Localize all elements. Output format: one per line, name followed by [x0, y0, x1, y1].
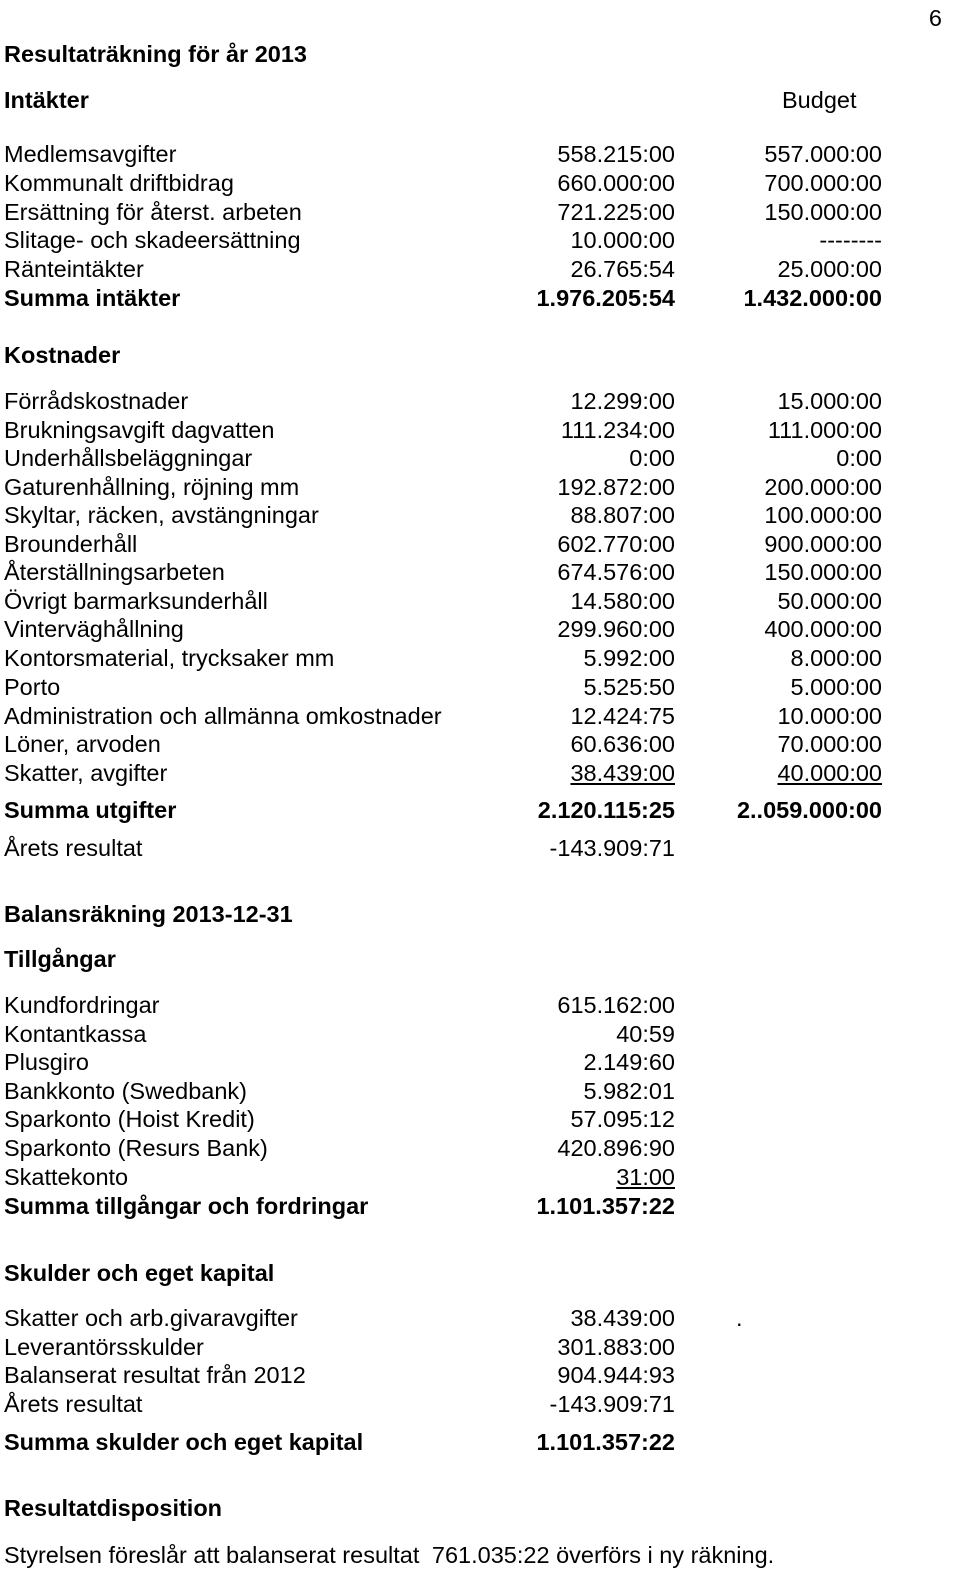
- cost-row-budget: 0:00: [836, 445, 882, 471]
- revenue-row-budget: 25.000:00: [777, 256, 882, 282]
- cost-row-actual: 299.960:00: [557, 616, 675, 642]
- cost-row-budget: 50.000:00: [777, 588, 882, 614]
- asset-row-value: 615.162:00: [557, 992, 675, 1018]
- revenue-row-actual: 26.765:54: [570, 256, 675, 282]
- cost-row-actual: 38.439:00: [570, 760, 675, 786]
- cost-row-budget: 900.000:00: [764, 531, 882, 557]
- cost-row-label: Skatter, avgifter: [4, 760, 168, 786]
- cost-row-budget: 10.000:00: [777, 703, 882, 729]
- cost-row-label: Skyltar, räcken, avstängningar: [4, 502, 319, 528]
- cost-row-label: Förrådskostnader: [4, 388, 189, 414]
- assets-total-label: Summa tillgångar och fordringar: [4, 1193, 369, 1219]
- cost-row-budget: 5.000:00: [790, 674, 882, 700]
- liabilities-total-value: 1.101.357:22: [536, 1429, 675, 1455]
- asset-row-label: Kontantkassa: [4, 1021, 147, 1047]
- cost-row-label: Brukningsavgift dagvatten: [4, 417, 275, 443]
- cost-row-actual: 88.807:00: [570, 502, 675, 528]
- asset-row-label: Sparkonto (Resurs Bank): [4, 1135, 268, 1161]
- page-number: 6: [928, 5, 942, 31]
- liabilities-total-label: Summa skulder och eget kapital: [4, 1429, 364, 1455]
- year-result-value: -143.909:71: [549, 835, 675, 861]
- disposition-amount: 761.035:22: [431, 1542, 550, 1568]
- cost-row-label: Brounderhåll: [4, 531, 138, 557]
- revenue-total-actual: 1.976.205:54: [536, 285, 675, 311]
- asset-row-label: Bankkonto (Swedbank): [4, 1078, 247, 1104]
- asset-row-value: 2.149:60: [583, 1049, 675, 1075]
- revenue-row-actual: 660.000:00: [557, 170, 675, 196]
- asset-row-value: 31:00: [616, 1164, 675, 1190]
- cost-row-actual: 12.299:00: [570, 388, 675, 414]
- assets-heading: Tillgångar: [4, 946, 116, 972]
- liability-row-value: 301.883:00: [557, 1334, 675, 1360]
- revenue-total-label: Summa intäkter: [4, 285, 181, 311]
- revenue-row-label: Kommunalt driftbidrag: [4, 170, 234, 196]
- asset-row-label: Plusgiro: [4, 1049, 89, 1075]
- cost-row-budget: 150.000:00: [764, 559, 882, 585]
- cost-row-label: Löner, arvoden: [4, 731, 161, 757]
- budget-column-label: Budget: [782, 87, 857, 113]
- costs-total-label: Summa utgifter: [4, 797, 177, 823]
- liability-row-value: 904.944:93: [557, 1362, 675, 1388]
- cost-row-label: Vinterväghållning: [4, 616, 184, 642]
- cost-row-budget: 400.000:00: [764, 616, 882, 642]
- cost-row-actual: 14.580:00: [570, 588, 675, 614]
- liability-row-label: Skatter och arb.givaravgifter: [4, 1305, 298, 1331]
- revenue-row-actual: 721.225:00: [557, 199, 675, 225]
- revenue-total-budget: 1.432.000:00: [743, 285, 882, 311]
- asset-row-value: 420.896:90: [557, 1135, 675, 1161]
- cost-row-actual: 60.636:00: [570, 731, 675, 757]
- cost-row-actual: 5.992:00: [583, 645, 675, 671]
- income-statement-title: Resultaträkning för år 2013: [4, 41, 307, 67]
- disposition-heading: Resultatdisposition: [4, 1495, 223, 1521]
- costs-total-budget: 2..059.000:00: [736, 797, 882, 823]
- cost-row-label: Administration och allmänna omkostnader: [4, 703, 442, 729]
- cost-row-actual: 674.576:00: [557, 559, 675, 585]
- cost-row-budget: 100.000:00: [764, 502, 882, 528]
- cost-row-actual: 602.770:00: [557, 531, 675, 557]
- cost-row-label: Kontorsmaterial, trycksaker mm: [4, 645, 335, 671]
- revenue-row-budget: 557.000:00: [764, 141, 882, 167]
- asset-row-label: Skattekonto: [4, 1164, 129, 1190]
- cost-row-budget: 15.000:00: [777, 388, 882, 414]
- cost-row-budget: 200.000:00: [764, 474, 882, 500]
- cost-row-label: Porto: [4, 674, 61, 700]
- revenue-row-label: Slitage- och skadeersättning: [4, 227, 301, 253]
- cost-row-budget: 8.000:00: [790, 645, 882, 671]
- cost-row-label: Återställningsarbeten: [4, 559, 225, 585]
- cost-row-actual: 0:00: [629, 445, 675, 471]
- liability-row-label: Leverantörsskulder: [4, 1334, 204, 1360]
- cost-row-actual: 192.872:00: [557, 474, 675, 500]
- cost-row-budget: 111.000:00: [767, 417, 882, 443]
- asset-row-value: 5.982:01: [583, 1078, 675, 1104]
- liability-row-label: Balanserat resultat från 2012: [4, 1362, 306, 1388]
- cost-row-actual: 111.234:00: [560, 417, 675, 443]
- liability-row-value: 38.439:00: [570, 1305, 675, 1331]
- asset-row-label: Sparkonto (Hoist Kredit): [4, 1106, 255, 1132]
- liability-row-label: Årets resultat: [4, 1391, 143, 1417]
- disposition-text-after: överförs i ny räkning.: [556, 1542, 775, 1568]
- cost-row-budget: 40.000:00: [777, 760, 882, 786]
- asset-row-value: 57.095:12: [570, 1106, 675, 1132]
- asset-row-label: Kundfordringar: [4, 992, 160, 1018]
- revenue-row-budget: --------: [819, 227, 882, 253]
- disposition-text: [4, 1541, 774, 1569]
- balance-sheet-title: Balansräkning 2013-12-31: [4, 901, 293, 927]
- revenue-row-actual: 558.215:00: [557, 141, 675, 167]
- revenue-row-budget: 700.000:00: [764, 170, 882, 196]
- revenue-row-budget: 150.000:00: [764, 199, 882, 225]
- revenue-row-label: Medlemsavgifter: [4, 141, 177, 167]
- year-result-label: Årets resultat: [4, 835, 143, 861]
- liability-row-mark: .: [736, 1305, 743, 1331]
- liabilities-heading: Skulder och eget kapital: [4, 1260, 275, 1286]
- asset-row-value: 40:59: [616, 1021, 675, 1047]
- disposition-text-before: Styrelsen föreslår att balanserat resultat: [4, 1542, 420, 1568]
- revenue-row-label: Ersättning för återst. arbeten: [4, 199, 302, 225]
- revenue-heading: Intäkter: [4, 87, 89, 113]
- cost-row-label: Underhållsbeläggningar: [4, 445, 253, 471]
- costs-total-actual: 2.120.115:25: [537, 797, 675, 823]
- assets-total-value: 1.101.357:22: [536, 1193, 675, 1219]
- costs-heading: Kostnader: [4, 342, 121, 368]
- revenue-row-label: Ränteintäkter: [4, 256, 144, 282]
- cost-row-label: Gaturenhållning, röjning mm: [4, 474, 300, 500]
- cost-row-actual: 12.424:75: [570, 703, 675, 729]
- cost-row-label: Övrigt barmarksunderhåll: [4, 588, 268, 614]
- liability-row-value: -143.909:71: [549, 1391, 675, 1417]
- revenue-row-actual: 10.000:00: [570, 227, 675, 253]
- cost-row-actual: 5.525:50: [583, 674, 675, 700]
- cost-row-budget: 70.000:00: [777, 731, 882, 757]
